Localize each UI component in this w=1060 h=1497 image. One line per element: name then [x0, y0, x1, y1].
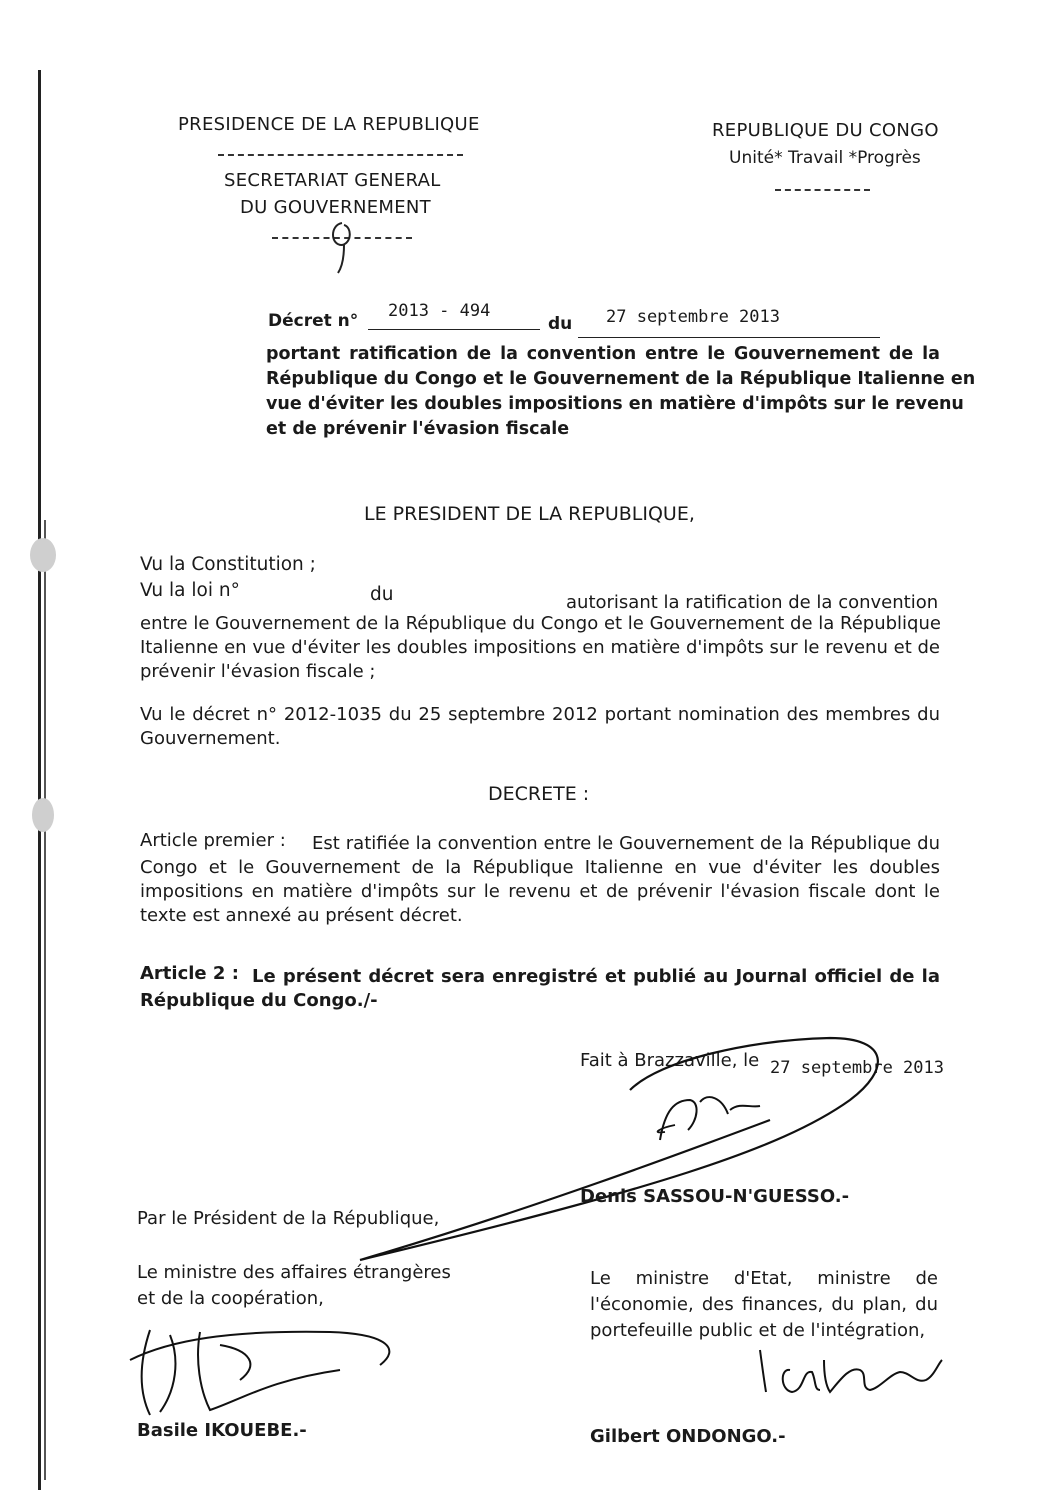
- decree-subject: [266, 342, 976, 442]
- header-secretariat: SECRETARIAT GENERAL: [224, 170, 441, 191]
- decree-number: 2013 - 494: [388, 301, 491, 321]
- article1-line: Est ratifiée la convention entre le Gouvernement de la République du: [312, 833, 940, 854]
- subject-line: vue d'éviter les doubles impositions en matière d'impôts sur le revenu: [266, 394, 964, 414]
- decree-date-underline: [578, 337, 880, 338]
- scan-left-edge-inner: [44, 520, 46, 1480]
- minister-right-line: Le ministre d'Etat, ministre de: [590, 1268, 938, 1289]
- header-motto: Unité* Travail *Progrès: [729, 148, 921, 168]
- minister-right-name: Gilbert ONDONGO.-: [590, 1426, 786, 1447]
- visa-loi-line: Italienne en vue d'éviter les doubles impositions en matière d'impôts sur le revenu et de: [140, 637, 940, 658]
- article1-label: Article premier :: [140, 830, 286, 851]
- minister-right-signature: [720, 1340, 980, 1420]
- visa-decret-line: Gouvernement.: [140, 728, 281, 749]
- decree-du: du: [548, 314, 573, 334]
- header-presidence: PRESIDENCE DE LA REPUBLIQUE: [178, 114, 480, 135]
- decree-label: Décret n°: [268, 311, 359, 331]
- article1-line: impositions en matière d'impôts sur le revenu et de prévenir l'évasion fiscale dont le: [140, 881, 940, 902]
- visa-loi-label: Vu la loi n°: [140, 580, 240, 601]
- fait-date: 27 septembre 2013: [770, 1058, 944, 1078]
- header-separator: [218, 154, 463, 156]
- punch-hole-2: [32, 798, 54, 832]
- visa-loi-line: entre le Gouvernement de la République du Congo et le Gouvernement de la République: [140, 613, 941, 634]
- visa-loi-body: [140, 612, 940, 684]
- header-gouvernement: DU GOUVERNEMENT: [240, 197, 431, 218]
- par-le-president: Par le Président de la République,: [137, 1208, 440, 1229]
- scan-left-edge: [38, 70, 41, 1490]
- minister-right-title: [590, 1266, 938, 1344]
- president-name: Denis SASSOU-N'GUESSO.-: [580, 1186, 850, 1207]
- fait-prefix: Fait à Brazzaville, le: [580, 1050, 760, 1071]
- article1-line: Congo et le Gouvernement de la République Italienne en vue d'éviter les doubles: [140, 857, 940, 878]
- article2-line: Le présent décret sera enregistré et publié au Journal officiel de la: [252, 966, 940, 987]
- visa-loi-du: du: [370, 584, 394, 605]
- visa-decret-body: [140, 703, 940, 751]
- minister-right-line: l'économie, des finances, du plan, du: [590, 1294, 938, 1315]
- decrete-heading: DECRETE :: [488, 783, 590, 805]
- article2-line: République du Congo./-: [140, 990, 378, 1011]
- minister-left-line1: Le ministre des affaires étrangères: [137, 1262, 451, 1283]
- visa-decret-line: Vu le décret n° 2012-1035 du 25 septembre 2012 portant nomination des membres du: [140, 704, 940, 725]
- minister-left-name: Basile IKOUEBE.-: [137, 1420, 307, 1441]
- article2-body: [140, 965, 940, 1013]
- minister-left-line2: et de la coopération,: [137, 1288, 324, 1309]
- punch-hole-1: [30, 538, 56, 572]
- initial-mark: [322, 215, 362, 275]
- subject-line: portant ratification de la convention entre le Gouvernement de la: [266, 344, 940, 364]
- header-right-separator: [775, 189, 870, 191]
- decree-number-underline: [368, 329, 540, 330]
- visa-constitution: Vu la Constitution ;: [140, 554, 316, 575]
- visa-loi-rest: autorisant la ratification de la convention: [566, 592, 939, 613]
- decree-date: 27 septembre 2013: [606, 307, 780, 327]
- subject-line: et de prévenir l'évasion fiscale: [266, 419, 570, 439]
- visa-loi-line: prévenir l'évasion fiscale ;: [140, 661, 376, 682]
- minister-right-line: portefeuille public et de l'intégration,: [590, 1320, 926, 1341]
- article2-label: Article 2 :: [140, 963, 239, 984]
- header-country: REPUBLIQUE DU CONGO: [712, 120, 939, 141]
- article1-body: [140, 832, 940, 928]
- president-heading: LE PRESIDENT DE LA REPUBLIQUE,: [364, 503, 695, 525]
- president-signature: [330, 1030, 890, 1270]
- article1-line: texte est annexé au présent décret.: [140, 905, 463, 926]
- subject-line: République du Congo et le Gouvernement de la République Italienne en: [266, 369, 976, 389]
- minister-left-signature: [110, 1320, 410, 1430]
